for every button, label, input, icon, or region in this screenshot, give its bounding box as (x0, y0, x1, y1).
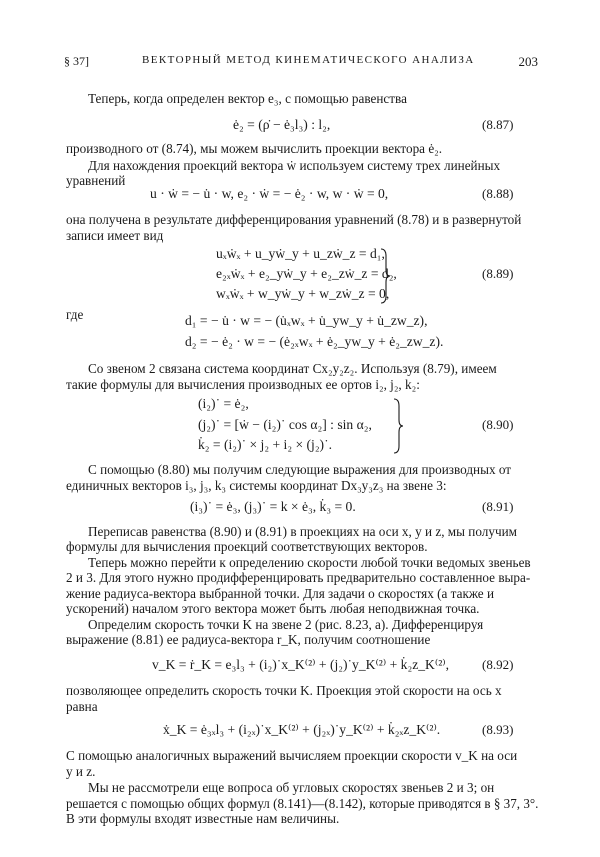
right-brace (380, 248, 388, 304)
running-title: ВЕКТОРНЫЙ МЕТОД КИНЕМАТИЧЕСКОГО АНАЛИЗА (142, 54, 475, 66)
equation-d1: d₁ = − u̇ · w = − (u̇ₓwₓ + u̇_yw_y + u̇_zw_z), (185, 313, 428, 328)
running-header (64, 54, 538, 70)
equation-8-89-row-2: e₂ₓẇₓ + e₂_yẇ_y + e₂_zẇ_z = d₂, (216, 266, 397, 281)
text-line: Со звеном 2 связана система координат Cx₂y₂z₂. Используя (8.79), имеем (88, 361, 497, 376)
text-line: 2 и 3. Для этого нужно продифференцировать предварительно составленное выра- (66, 570, 531, 585)
text-line: выражение (8.81) ее радиуса-вектора r_K, получим соотношение (66, 632, 431, 647)
text-line: где (66, 307, 84, 322)
text-line: формулы для вычисления проекций соответствующих векторов. (66, 539, 428, 554)
text-line: Мы не рассмотрели еще вопроса об угловых скоростях звеньев 2 и 3; он (88, 780, 495, 795)
text-line: жение радиуса-вектора выбранной точки. Для задачи о скоростях (а также и (66, 586, 495, 601)
equation-8-90-row-1: (i₂)˙ = ė₂, (198, 396, 249, 411)
text-line: записи имеет вид (66, 228, 164, 243)
text-line: Определим скорость точки K на звене 2 (рис. 8.23, а). Дифференцируя (88, 617, 484, 632)
text-line: равна (66, 699, 98, 714)
text-line: В эти формулы входят известные нам величины. (66, 811, 340, 826)
text-line: Переписав равенства (8.90) и (8.91) в проекциях на оси x, y и z, мы получим (88, 524, 517, 539)
text-line: уравнений (66, 173, 126, 188)
equation-number: (8.91) (482, 499, 514, 514)
equation-8-89-row-1: uₓẇₓ + u_yẇ_y + u_zẇ_z = d₁, (216, 246, 385, 261)
text-line: С помощью аналогичных выражений вычисляем проекции скорости v_K на оси (66, 748, 518, 763)
equation-number: (8.89) (482, 266, 514, 281)
text-line: Для нахождения проекций вектора ẇ используем систему трех линейных (88, 158, 501, 173)
equation-8-89-row-3: wₓẇₓ + w_yẇ_y + w_zẇ_z = 0, (216, 286, 390, 301)
equation-number: (8.87) (482, 117, 514, 132)
page-number: 203 (518, 54, 538, 69)
text-line: ускорений) началом этого вектора может быть любая неподвижная точка. (66, 601, 480, 616)
text-line: решается с помощью общих формул (8.141)—(8.142), которые приводятся в § 37, 3°. (66, 796, 539, 811)
equation-8-92: v_K = ṙ_K = e₃l₃ + (i₂)˙x_K⁽²⁾ + (j₂)˙y_K⁽²⁾ + k̇₂z_K⁽²⁾, (152, 657, 450, 672)
text-line: позволяющее определить скорость точки K. Проекция этой скорости на ось x (66, 683, 502, 698)
text-line: она получена в результате дифференцирования уравнений (8.78) и в развернутой (66, 212, 522, 227)
text-line: Теперь, когда определен вектор e₃, с помощью равенства (88, 91, 407, 106)
equation-number: (8.93) (482, 722, 514, 737)
right-brace (393, 398, 401, 454)
text-line: Теперь можно перейти к определению скорости любой точки ведомых звеньев (88, 555, 531, 570)
text-line: такие формулы для вычисления производных ее ортов i₂, j₂, k₂: (66, 377, 420, 392)
equation-number: (8.92) (482, 657, 514, 672)
equation-8-88: u · ẇ = − u̇ · w, e₂ · ẇ = − ė₂ · w, w · ẇ = 0, (150, 186, 389, 201)
equation-8-91: (i₃)˙ = ė₃, (j₃)˙ = k × ė₃, k̇₃ = 0. (190, 499, 356, 514)
text-line: С помощью (8.80) мы получим следующие выражения для производных от (88, 462, 512, 477)
section-marker: § 37] (64, 54, 89, 68)
equation-8-90-row-3: k̇₂ = (i₂)˙ × j₂ + i₂ × (j₂)˙. (198, 437, 333, 452)
text-line: y и z. (66, 764, 96, 779)
equation-8-93: ẋ_K = ė₃ₓl₃ + (i₂ₓ)˙x_K⁽²⁾ + (j₂ₓ)˙y_K⁽²⁾ + k̇₂ₓz_K⁽²⁾. (163, 722, 441, 737)
equation-8-90-row-2: (j₂)˙ = [ẇ − (i₂)˙ cos α₂] : sin α₂, (198, 417, 372, 432)
equation-number: (8.90) (482, 417, 514, 432)
text-line: единичных векторов i₃, j₃, k₃ системы координат Dx₃y₃z₃ на звене 3: (66, 478, 447, 493)
equation-d2: d₂ = − ė₂ · w = − (ė₂ₓwₓ + ė₂_yw_y + ė₂_zw_z). (185, 334, 444, 349)
text-line: производного от (8.74), мы можем вычислить проекции вектора ė₂. (66, 141, 443, 156)
equation-number: (8.88) (482, 186, 514, 201)
equation-8-87: ė₂ = (ρ̇ − ė₃l₃) : l₂, (233, 117, 331, 132)
